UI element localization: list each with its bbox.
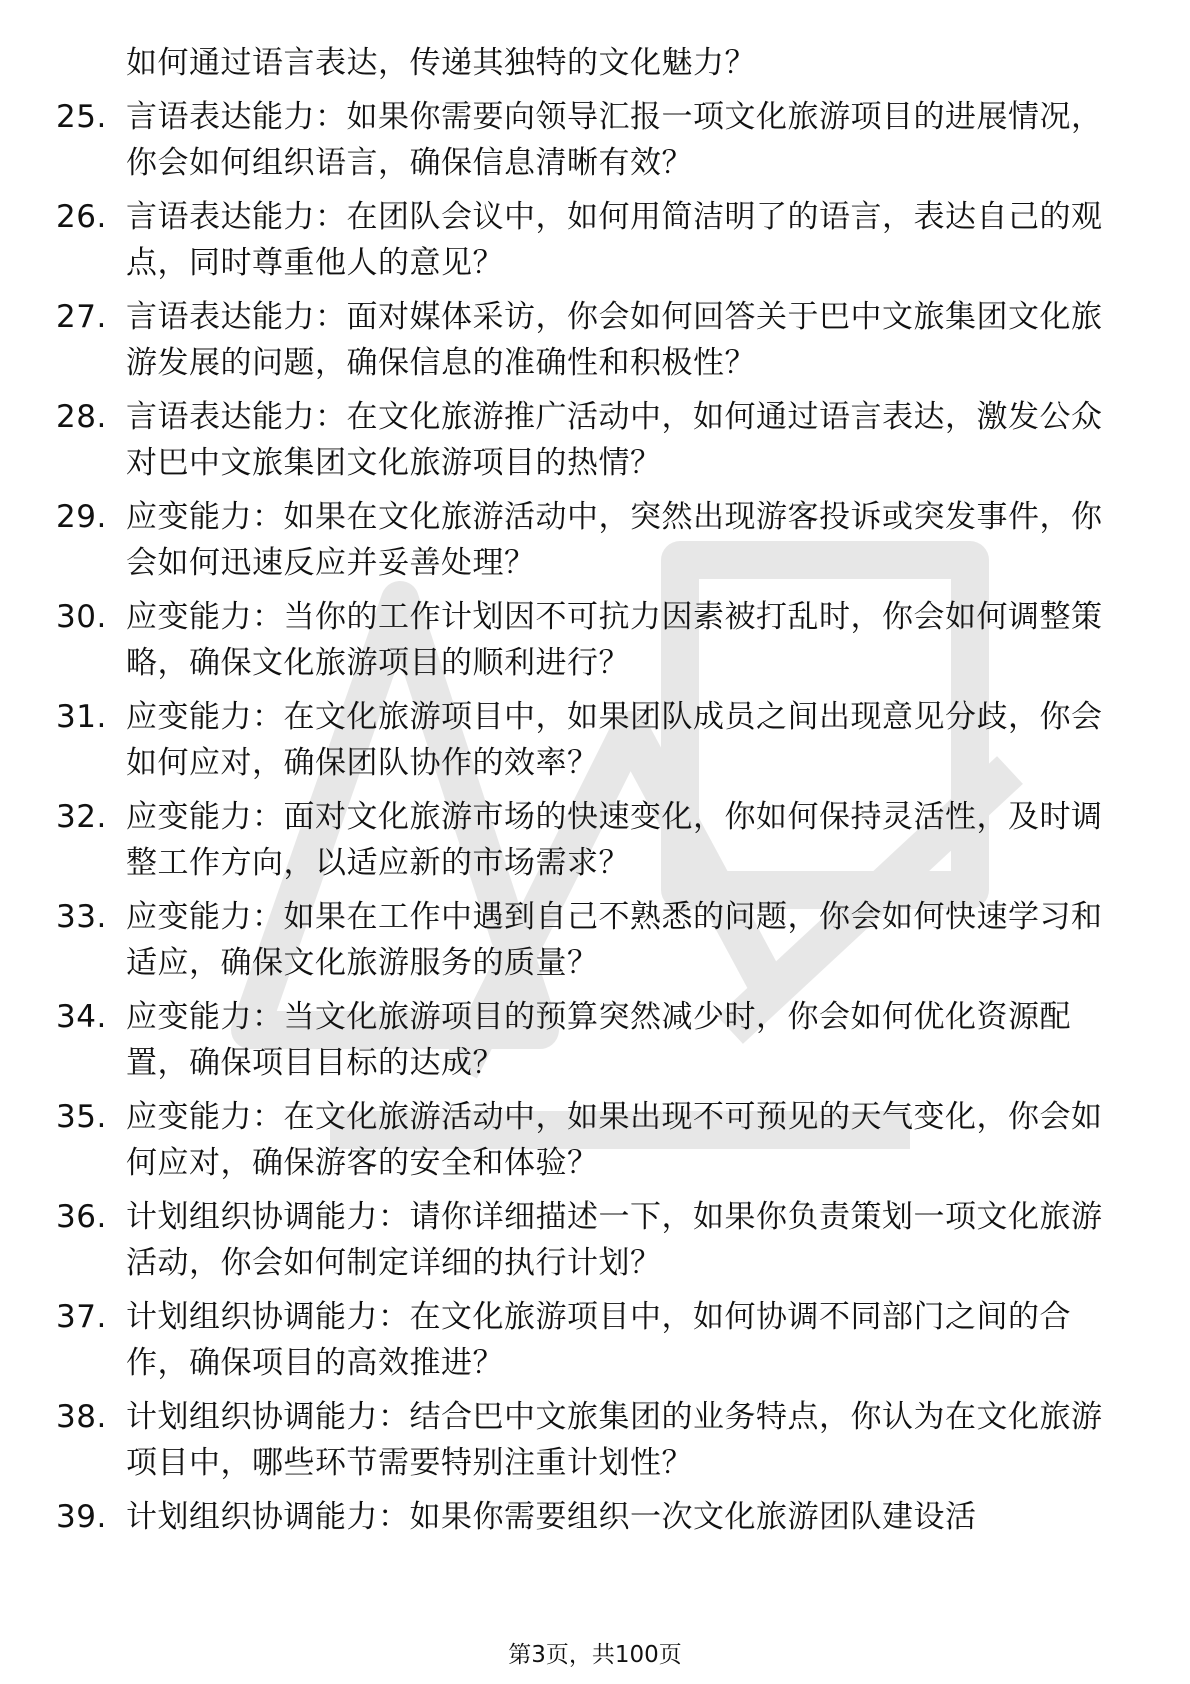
item-text: 应变能力：在文化旅游活动中，如果出现不可预见的天气变化，你会如何应对，确保游客的安全和体验？ [126,1099,1103,1181]
item-number: 27. [56,299,107,335]
item-number: 34. [56,999,107,1035]
item-number: 32. [56,799,107,835]
item-number: 28. [56,399,107,435]
list-item [56,194,1106,286]
list-item [56,594,1106,686]
list-item [56,494,1106,586]
item-number: 26. [56,199,107,235]
item-text: 应变能力：当文化旅游项目的预算突然减少时，你会如何优化资源配置，确保项目目标的达成？ [126,999,1071,1081]
page-footer: 第3页，共100页 [508,1642,682,1668]
item-number: 38. [56,1399,107,1435]
item-text: 应变能力：当你的工作计划因不可抗力因素被打乱时，你会如何调整策略，确保文化旅游项目的顺利进行？ [126,599,1103,681]
item-number: 37. [56,1299,107,1335]
item-number: 25. [56,99,107,135]
list-item [56,1494,1106,1540]
item-text: 如何通过语言表达，传递其独特的文化魅力？ [126,45,756,81]
item-number: 30. [56,599,107,635]
item-text: 计划组织协调能力：在文化旅游项目中，如何协调不同部门之间的合作，确保项目的高效推进？ [126,1299,1071,1381]
item-text: 应变能力：在文化旅游项目中，如果团队成员之间出现意见分歧，你会如何应对，确保团队协作的效率？ [126,699,1103,781]
item-text: 言语表达能力：如果你需要向领导汇报一项文化旅游项目的进展情况，你会如何组织语言，确保信息清晰有效？ [126,99,1103,181]
item-text: 言语表达能力：在文化旅游推广活动中，如何通过语言表达，激发公众对巴中文旅集团文化旅游项目的热情？ [126,399,1103,481]
item-text: 计划组织协调能力：如果你需要组织一次文化旅游团队建设活 [126,1499,977,1535]
question-list [0,40,1190,1540]
item-text: 应变能力：如果在工作中遇到自己不熟悉的问题，你会如何快速学习和适应，确保文化旅游服务的质量？ [126,899,1103,981]
list-item [56,994,1106,1086]
list-item [56,1294,1106,1386]
item-number: 36. [56,1199,107,1235]
item-number: 29. [56,499,107,535]
list-item [56,694,1106,786]
list-item [56,794,1106,886]
list-item [56,1394,1106,1486]
item-number: 39. [56,1499,107,1535]
item-number: 35. [56,1099,107,1135]
item-number: 33. [56,899,107,935]
item-text: 言语表达能力：在团队会议中，如何用简洁明了的语言，表达自己的观点，同时尊重他人的意见？ [126,199,1103,281]
item-text: 计划组织协调能力：结合巴中文旅集团的业务特点，你认为在文化旅游项目中，哪些环节需要特别注重计划性？ [126,1399,1103,1481]
list-item [56,1194,1106,1286]
list-item [56,40,1106,86]
item-number: 31. [56,699,107,735]
list-item [56,394,1106,486]
list-item [56,94,1106,186]
item-text: 计划组织协调能力：请你详细描述一下，如果你负责策划一项文化旅游活动，你会如何制定详细的执行计划？ [126,1199,1103,1281]
item-text: 应变能力：面对文化旅游市场的快速变化，你如何保持灵活性，及时调整工作方向，以适应新的市场需求？ [126,799,1103,881]
item-text: 应变能力：如果在文化旅游活动中，突然出现游客投诉或突发事件，你会如何迅速反应并妥善处理？ [126,499,1103,581]
list-item [56,1094,1106,1186]
item-text: 言语表达能力：面对媒体采访，你会如何回答关于巴中文旅集团文化旅游发展的问题，确保信息的准确性和积极性？ [126,299,1103,381]
list-item [56,894,1106,986]
list-item [56,294,1106,386]
